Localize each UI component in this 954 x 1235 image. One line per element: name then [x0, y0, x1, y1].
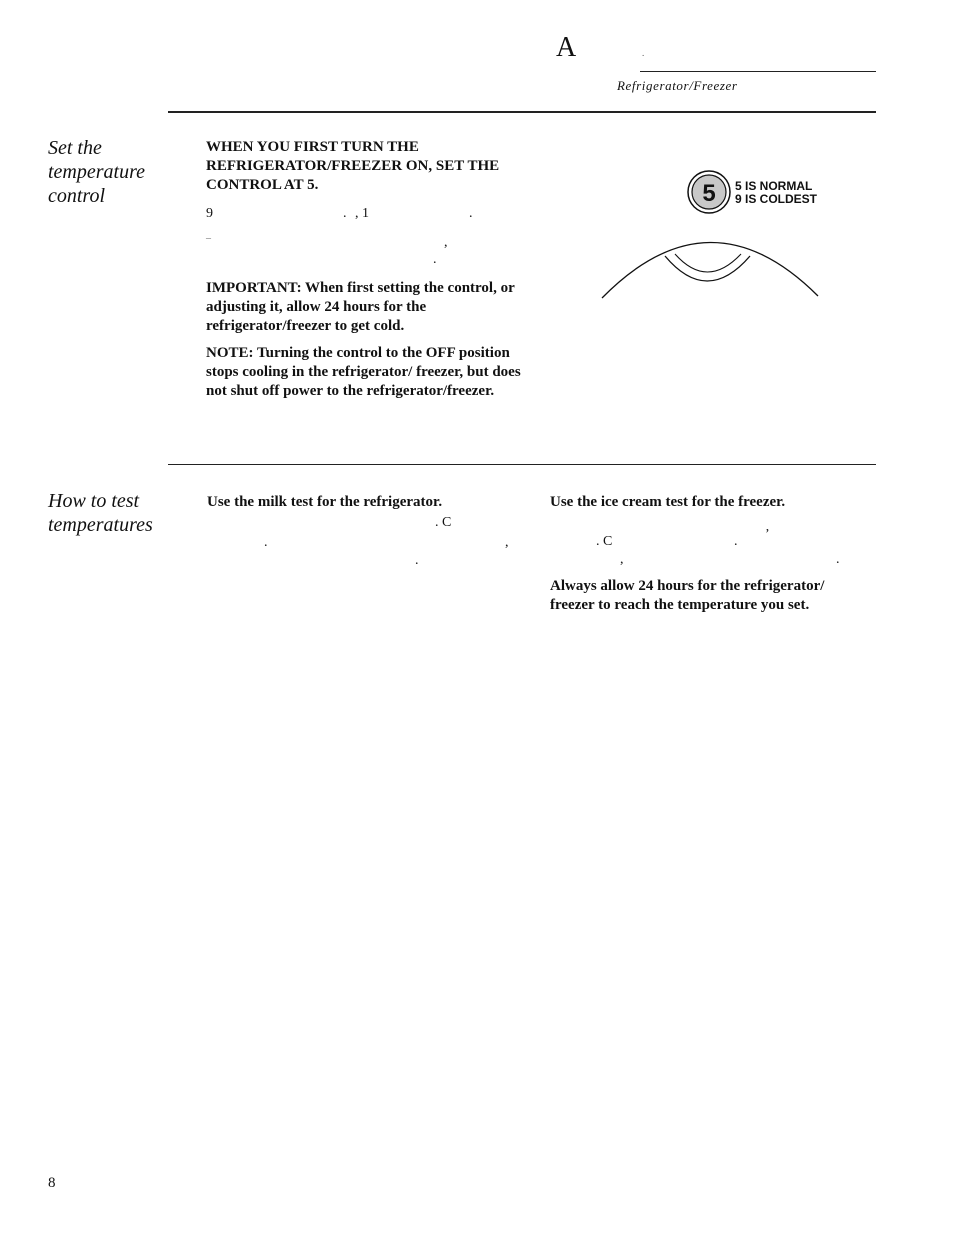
logo-mark: .: [642, 48, 645, 58]
important-note: IMPORTANT: When first setting the control, or adjusting it, allow 24 hours for the refrigerator/freezer to get cold.: [206, 280, 515, 334]
header-rule: [640, 71, 876, 72]
text-fragment: 9: [206, 206, 213, 221]
text-fragment: ,: [505, 535, 509, 550]
text-fragment: , 1: [355, 206, 369, 221]
first-turn-on-instruction: WHEN YOU FIRST TURN THE REFRIGERATOR/FREEZER ON, SET THE CONTROL AT 5.: [206, 139, 500, 193]
text-fragment: ,: [444, 235, 448, 250]
section-divider-top: [168, 111, 876, 113]
text-fragment: .: [469, 206, 473, 221]
ice-cream-test-heading: Use the ice cream test for the freezer.: [550, 494, 786, 510]
section-title-test-temperatures: How to test temperatures: [48, 490, 153, 536]
milk-test-heading: Use the milk test for the refrigerator.: [207, 494, 443, 510]
text-fragment: .: [264, 535, 268, 550]
section-title-set-temperature: Set the temperature control: [48, 137, 146, 207]
text-fragment: _: [206, 229, 211, 240]
dial-setting-value: 5: [702, 180, 716, 207]
text-fragment: .: [734, 534, 738, 549]
allow-24-hours-note: Always allow 24 hours for the refrigerator/ freezer to reach the temperature you set.: [550, 578, 825, 613]
text-fragment: .: [836, 552, 840, 567]
section-divider-middle: [168, 464, 876, 465]
text-fragment: .: [343, 206, 347, 221]
dial-label-coldest: 9 IS COLDEST: [735, 192, 818, 206]
text-fragment: ,: [620, 552, 624, 567]
dial-pointer-outer: [665, 256, 750, 281]
page-number: 8: [48, 1175, 56, 1191]
text-fragment: . C: [596, 534, 613, 549]
temperature-control-dial: [595, 168, 835, 308]
dial-housing-arc: [602, 242, 818, 298]
text-fragment: .: [433, 252, 437, 267]
text-fragment: ’: [765, 527, 770, 542]
text-fragment: . C: [435, 515, 452, 530]
text-fragment: .: [415, 553, 419, 568]
brand-logo: A: [556, 32, 577, 63]
dial-label-normal: 5 IS NORMAL: [735, 179, 813, 193]
header-subtitle: Refrigerator/Freezer: [617, 78, 738, 93]
off-position-note: NOTE: Turning the control to the OFF position stops cooling in the refrigerator/ freezer, but does not shut off power to the refrigerator/freezer.: [206, 345, 521, 399]
dial-pointer-inner: [675, 254, 741, 272]
